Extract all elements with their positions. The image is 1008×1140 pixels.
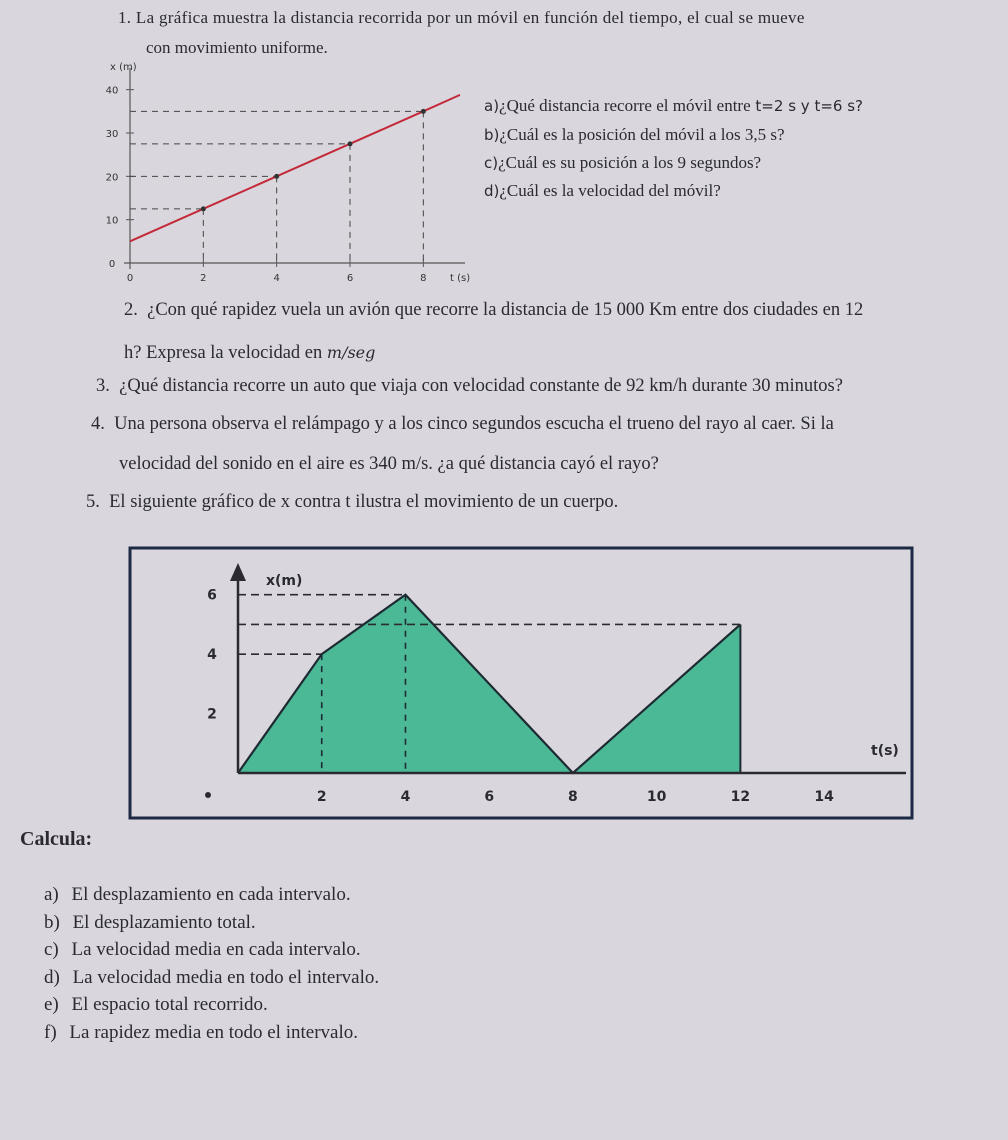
calcula-item-label: b)	[44, 911, 60, 933]
q5-chart-frame	[130, 548, 912, 818]
q1-point	[348, 141, 353, 146]
q1-number: 1.	[118, 8, 132, 27]
q5-xtick-label: 12	[730, 789, 751, 805]
q1-ytick-label: 30	[105, 129, 119, 140]
calcula-item-text: La velocidad media en todo el intervalo.	[67, 966, 380, 988]
q1-question-a-mid: s y	[788, 97, 810, 115]
q1-ytick-label: 10	[105, 215, 119, 227]
q1-xtick-label: 2	[200, 273, 207, 284]
calcula-item-text: El espacio total recorrido.	[66, 994, 268, 1015]
q1-xtick-label: 4	[273, 273, 280, 284]
q1-intro	[118, 8, 805, 28]
q5-number: 5.	[86, 492, 100, 512]
calcula-item	[44, 967, 379, 989]
q3-line	[96, 376, 843, 397]
q1-ytick-label: 0	[108, 259, 116, 270]
q5-chart	[122, 545, 932, 825]
q5-x-axis-label: t(s)	[871, 743, 899, 759]
q5-text: El siguiente gráfico de x contra t ilustra el movimiento de un cuerpo.	[109, 492, 619, 512]
calcula-item	[44, 884, 351, 906]
calcula-item	[44, 1022, 358, 1044]
q5-xtick-label: 6	[484, 789, 495, 805]
q5-y-axis-arrow	[230, 563, 246, 581]
calcula-item-label: a)	[44, 884, 59, 905]
calcula-item-text: El desplazamiento en cada intervalo.	[66, 884, 351, 905]
q1-question-d-label: d)	[484, 182, 500, 200]
calcula-item-label: f)	[44, 1021, 57, 1043]
q1-question-a-t1: t=2	[755, 97, 784, 115]
q1-ytick-label: 20	[105, 172, 119, 184]
calcula-item	[44, 994, 268, 1016]
q5-xtick-origin	[205, 792, 211, 798]
q1-question-c-text: ¿Cuál es su posición a los 9 segundos?	[498, 153, 762, 172]
q1-question-a-text: ¿Qué distancia recorre el móvil entre	[499, 96, 751, 115]
q1-question-a-t2: t=6	[814, 97, 843, 115]
q5-xtick-label: 4	[400, 789, 411, 805]
q4-line1	[91, 414, 834, 435]
q2-number: 2.	[124, 300, 138, 320]
q4-line2: velocidad del sonido en el aire es 340 m/s. ¿a qué distancia cayó el rayo?	[119, 454, 659, 474]
q4-text-line1: Una persona observa el relámpago y a los cinco segundos escucha el trueno del rayo al caer. Si la	[114, 414, 834, 434]
q5-xtick-label: 10	[646, 789, 667, 805]
q1-point	[201, 206, 206, 211]
q1-xtick-label: 0	[126, 273, 134, 284]
q1-chart	[100, 58, 500, 293]
q2-text-line1: ¿Con qué rapidez vuela un avión que recorre la distancia de 15 000 Km entre dos ciudades en 12	[147, 300, 864, 320]
q1-question-b	[484, 125, 785, 145]
q5-line	[86, 492, 618, 513]
q5-y-axis-label: x(m)	[266, 573, 303, 589]
calcula-title: Calcula:	[20, 828, 93, 850]
q1-question-c-label: c)	[484, 154, 499, 172]
q1-question-c	[484, 153, 761, 173]
calcula-item-label: e)	[44, 994, 59, 1015]
q2-unit: m/seg	[326, 343, 376, 362]
calcula-item-text: La rapidez media en todo el intervalo.	[64, 1021, 358, 1043]
q1-intro-line1: La gráfica muestra la distancia recorrida por un móvil en función del tiempo, el cual se mueve	[135, 8, 805, 27]
q2-text-line2: h? Expresa la velocidad en	[124, 343, 323, 363]
q1-xtick-label: 8	[420, 273, 427, 284]
q2-line2	[124, 343, 375, 364]
q1-intro-line2: con movimiento uniforme.	[146, 38, 328, 57]
q1-point	[421, 109, 426, 114]
q4-number: 4.	[91, 414, 105, 434]
q1-series-line	[130, 95, 460, 241]
calcula-item-text: El desplazamiento total.	[67, 911, 256, 933]
q1-question-d-text: ¿Cuál es la velocidad del móvil?	[499, 181, 721, 200]
calcula-item-text: La velocidad media en cada intervalo.	[66, 939, 361, 960]
q5-ytick-label: 2	[207, 706, 217, 723]
q5-xtick-label: 8	[568, 789, 578, 805]
q3-number: 3.	[96, 376, 110, 396]
q1-xtick-label: 6	[346, 273, 354, 284]
q5-ytick-label: 6	[207, 587, 217, 604]
q1-x-axis-label: t (s)	[450, 273, 471, 284]
q1-question-b-label: b)	[484, 126, 500, 144]
q5-xtick-label: 14	[814, 789, 834, 805]
calcula-item-label: d)	[44, 966, 60, 988]
q1-point	[274, 174, 279, 179]
q1-question-a	[484, 96, 863, 116]
q1-question-a-end: s?	[847, 97, 863, 115]
calcula-item	[44, 939, 361, 961]
calcula-item-label: c)	[44, 939, 59, 960]
calcula-item	[44, 912, 256, 934]
q2-line1	[124, 300, 863, 321]
q1-ytick-label: 40	[105, 85, 119, 97]
q5-ytick-label: 4	[207, 647, 217, 664]
q1-question-b-text: ¿Cuál es la posición del móvil a los 3,5 s?	[499, 125, 785, 144]
q1-question-d	[484, 181, 721, 201]
q3-text: ¿Qué distancia recorre un auto que viaja con velocidad constante de 92 km/h durante 30 minutos?	[119, 376, 843, 396]
q5-xtick-label: 2	[316, 789, 327, 805]
q1-question-a-label: a)	[484, 97, 500, 115]
q1-y-axis-label: x (m)	[110, 62, 137, 73]
